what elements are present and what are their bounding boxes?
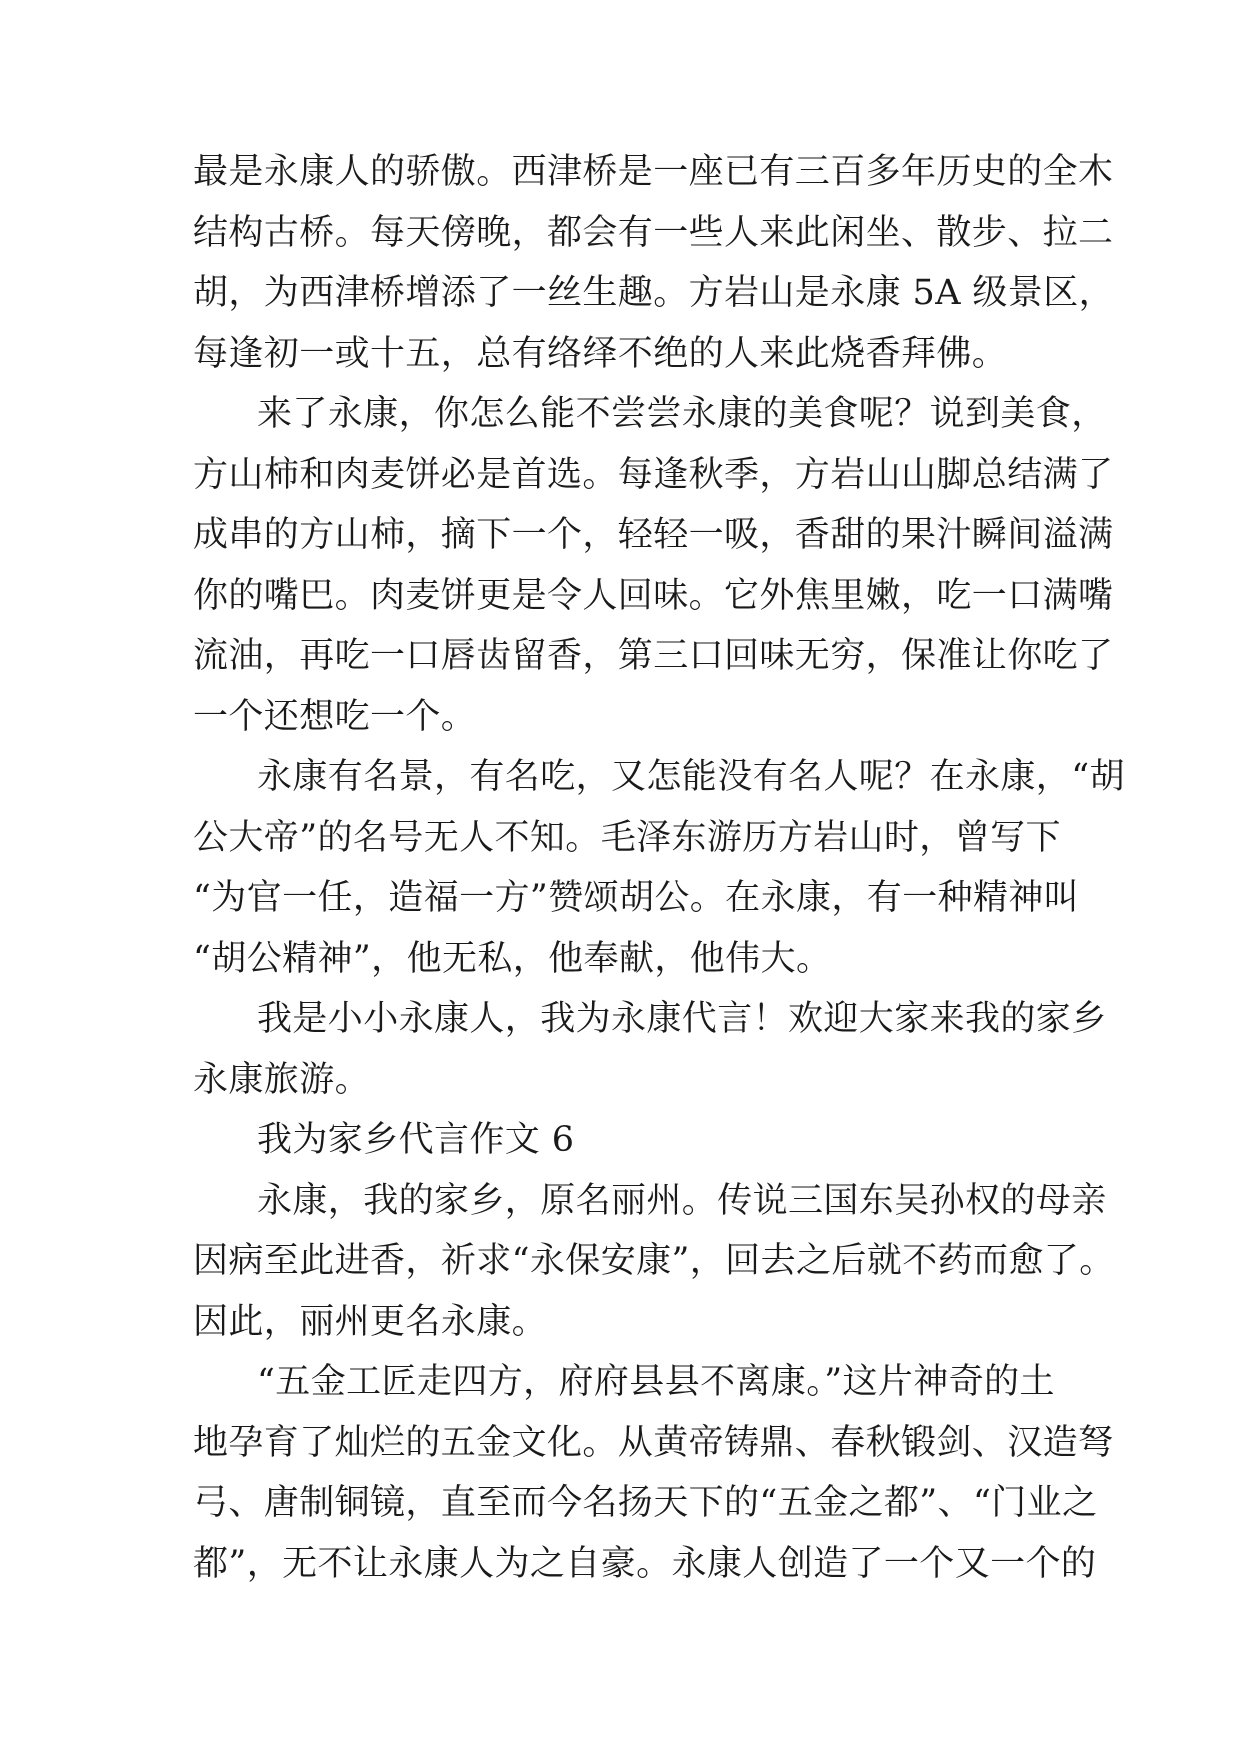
text-line: 胡，为西津桥增添了一丝生趣。方岩山是永康 5A 级景区， — [193, 273, 1114, 313]
text-line: 流油，再吃一口唇齿留香，第三口回味无穷，保准让你吃了 — [193, 636, 1114, 676]
text-line: 一个还想吃一个。 — [193, 697, 477, 737]
text-line: 因此，丽州更名永康。 — [193, 1302, 548, 1342]
text-line: 地孕育了灿烂的五金文化。从黄帝铸鼎、春秋锻剑、汉造弩 — [193, 1423, 1114, 1463]
text-line: 公大帝”的名号无人不知。毛泽东游历方岩山时，曾写下 — [193, 818, 1061, 858]
text-line: 都”，无不让永康人为之自豪。永康人创造了一个又一个的 — [193, 1544, 1097, 1584]
paragraph-first-line: 永康，我的家乡，原名丽州。传说三国东吴孙权的母亲 — [257, 1181, 1107, 1221]
paragraph-first-line: 来了永康，你怎么能不尝尝永康的美食呢？说到美食， — [257, 394, 1107, 434]
paragraph-first-line: 我是小小永康人，我为永康代言！欢迎大家来我的家乡 — [257, 999, 1107, 1039]
text-line: 成串的方山柿，摘下一个，轻轻一吸，香甜的果汁瞬间溢满 — [193, 515, 1114, 555]
text-line: “为官一任，造福一方”赞颂胡公。在永康，有一种精神叫 — [193, 878, 1080, 918]
text-line: 结构古桥。每天傍晚，都会有一些人来此闲坐、散步、拉二 — [193, 213, 1114, 253]
text-line: 因病至此进香，祈求“永保安康”，回去之后就不药而愈了。 — [193, 1241, 1115, 1281]
text-line: “胡公精神”，他无私，他奉献，他伟大。 — [193, 939, 832, 979]
text-line: 弓、唐制铜镜，直至而今名扬天下的“五金之都”、“门业之 — [193, 1483, 1098, 1523]
text-line: 最是永康人的骄傲。西津桥是一座已有三百多年历史的全木 — [193, 152, 1114, 192]
text-line: 永康旅游。 — [193, 1060, 371, 1100]
paragraph-first-line: “五金工匠走四方，府府县县不离康。”这片神奇的土 — [257, 1362, 1055, 1402]
text-line: 你的嘴巴。肉麦饼更是令人回味。它外焦里嫩，吃一口满嘴 — [193, 576, 1114, 616]
paragraph-first-line: 永康有名景，有名吃，又怎能没有名人呢？在永康，“胡 — [257, 757, 1125, 797]
text-line: 方山柿和肉麦饼必是首选。每逢秋季，方岩山山脚总结满了 — [193, 455, 1114, 495]
section-heading: 我为家乡代言作文 6 — [257, 1120, 575, 1160]
text-line: 每逢初一或十五，总有络绎不绝的人来此烧香拜佛。 — [193, 334, 1008, 374]
